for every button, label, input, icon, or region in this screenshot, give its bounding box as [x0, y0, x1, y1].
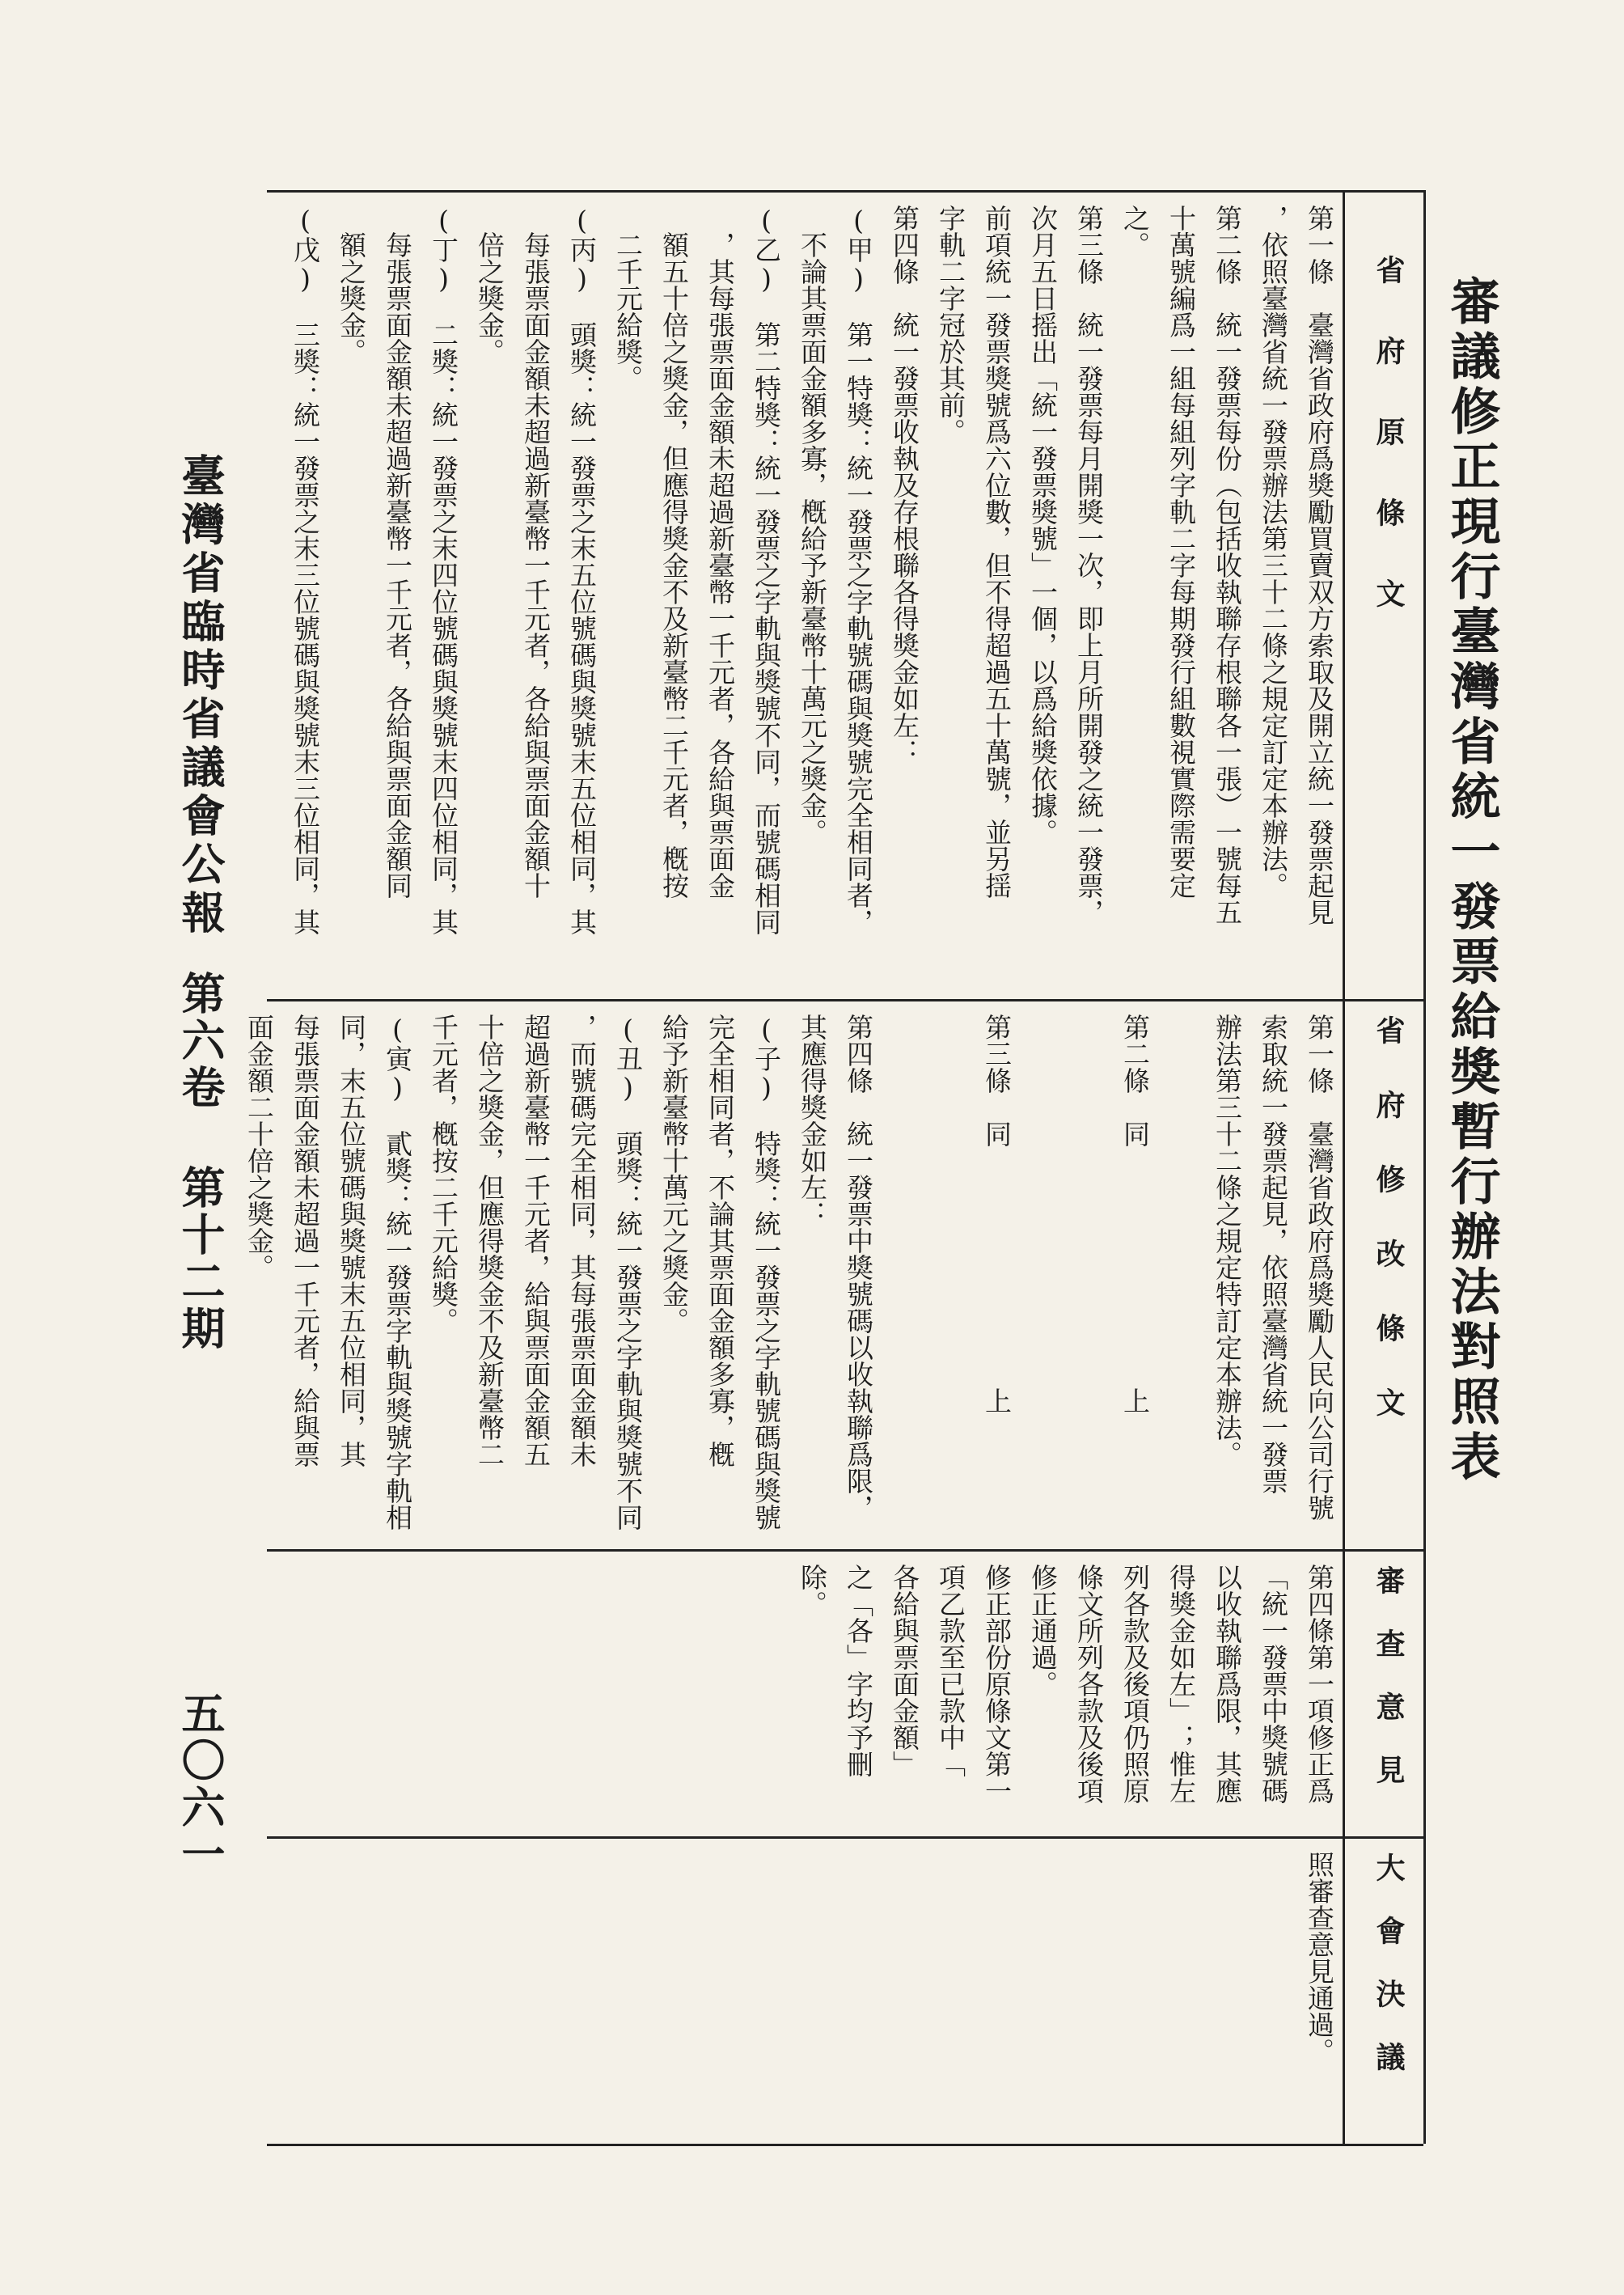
volume-number: 第六卷	[175, 971, 226, 1112]
review-line: 以收執聯爲限，其應	[1212, 1564, 1243, 1804]
original-line: 前項統一發票獎號爲六位數，但不得超過五十萬號，並另揺	[981, 205, 1013, 899]
page-title: 審議修正現行臺灣省統一發票給獎暫行辦法對照表	[1442, 275, 1501, 1485]
original-line: (丙) 頭獎：統一發票之末五位號碼與獎號末五位相同，其	[566, 205, 598, 935]
original-line: 第四條 統一發票收執及存根聯各得獎金如左：	[889, 205, 920, 765]
review-line: 除。	[797, 1564, 828, 1617]
original-line: 第二條 統一發票每份（包括收執聯存根聯各一張）一號每五	[1212, 205, 1243, 925]
original-line: 次月五日摇出「統一發票獎號」一個，以爲給獎依據。	[1027, 205, 1059, 845]
revised-line: 十倍之獎金，但應得獎金不及新臺幣二	[474, 1014, 505, 1467]
header-divider-1	[1343, 999, 1423, 1001]
revised-line: 第一條 臺灣省政府爲獎勵人民向公司行號	[1304, 1014, 1335, 1521]
decision-text	[1296, 1851, 1343, 2064]
revised-line	[1158, 1014, 1204, 1531]
table-right-border	[1423, 190, 1426, 2144]
header-review: 審查意見	[1372, 1565, 1406, 1818]
revised-line	[928, 1014, 974, 1531]
revised-line: 辦法第三十二條之規定特訂定本辦法。	[1212, 1014, 1243, 1467]
row-divider-3	[267, 1836, 1343, 1839]
review-text	[789, 1564, 1343, 1804]
revised-line	[1020, 1014, 1066, 1531]
revised-line: 千元者，槪按二千元給獎。	[428, 1014, 459, 1334]
review-line: 修正部份原條文第一	[981, 1564, 1013, 1804]
original-line: 不論其票面金額多寡，槪給予新臺幣十萬元之獎金。	[797, 205, 828, 845]
original-line: 第三條 統一發票每月開獎一次，即上月所開發之統一發票，	[1073, 205, 1105, 925]
revised-line: 索取統一發票起見，依照臺灣省統一發票	[1258, 1014, 1289, 1494]
comparison-table	[243, 190, 1423, 2144]
review-line: 之「各」字均予刪	[843, 1564, 874, 1777]
revised-line: 超過新臺幣一千元者，給與票面金額五	[520, 1014, 552, 1467]
revised-line: 第二條 同 上	[1119, 1014, 1151, 1414]
original-line: 額之獎金。	[336, 205, 367, 365]
original-line: ，依照臺灣省統一發票辦法第三十二條之規定訂定本辦法。	[1258, 205, 1289, 899]
revised-line: 第三條 同 上	[981, 1014, 1013, 1414]
review-line: 項乙款至已款中「	[935, 1564, 966, 1777]
review-line: 修正通過。	[1027, 1564, 1059, 1697]
header-revised: 省府修改條文	[1372, 1015, 1406, 1462]
header-column-divider	[1343, 190, 1345, 2144]
review-line: 各給與票面金額」	[889, 1564, 920, 1777]
review-line: 得獎金如左」；惟左	[1165, 1564, 1197, 1804]
revised-line: (子) 特獎：統一發票之字軌號碼與獎號	[751, 1014, 782, 1531]
revised-line: 面金額二十倍之獎金。	[243, 1014, 275, 1281]
original-text	[282, 205, 1343, 935]
header-decision: 大會決議	[1372, 1853, 1406, 2105]
revised-line: 第四條 統一發票中獎號碼以收執聯爲限，	[843, 1014, 874, 1521]
original-line: 每張票面金額未超過新臺幣一千元者，各給與票面金額十	[520, 205, 552, 899]
original-line: (戊) 三獎：統一發票之末三位號碼與獎號末三位相同，其	[290, 205, 321, 935]
original-line: (丁) 二獎：統一發票之末四位號碼與獎號末四位相同，其	[428, 205, 459, 935]
original-line: 十萬號編爲一組每組列字軌二字每期發行組數視實際需要定	[1165, 205, 1197, 899]
revised-line: (寅) 貳獎：統一發票字軌與獎號字軌相	[382, 1014, 413, 1531]
revised-line: 給予新臺幣十萬元之獎金。	[658, 1014, 690, 1334]
revised-line: ，而號碼完全相同，其每張票面金額未	[566, 1014, 598, 1467]
header-original: 省府原條文	[1372, 255, 1406, 659]
header-divider-2	[1343, 1549, 1423, 1552]
review-line: 第四條第一項修正爲	[1304, 1564, 1335, 1804]
revised-line	[1066, 1014, 1112, 1531]
original-line: 倍之獎金。	[474, 205, 505, 365]
decision-line: 照審查意見通過。	[1304, 1851, 1335, 2064]
table-bottom-border	[267, 2144, 1423, 2146]
publication-name: 臺灣省臨時省議會公報	[175, 453, 226, 938]
revised-line: 完全相同者，不論其票面金額多寡，槪	[704, 1014, 736, 1467]
revised-line	[882, 1014, 928, 1531]
table-top-border	[267, 190, 1423, 193]
row-divider-2	[267, 1549, 1343, 1552]
row-divider-1	[267, 999, 1343, 1001]
original-line: 之。	[1119, 205, 1151, 258]
issue-number: 第十二期	[175, 1165, 226, 1353]
original-line: ，其每張票面金額未超過新臺幣一千元者，各給與票面金	[704, 205, 736, 899]
revised-line: 每張票面金額未超過一千元者，給與票	[290, 1014, 321, 1467]
review-line: 條文所列各款及後項	[1073, 1564, 1105, 1804]
original-line: 額五十倍之獎金，但應得獎金不及新臺幣二千元者，槪按	[658, 205, 690, 899]
header-divider-3	[1343, 1836, 1423, 1839]
review-line: 「統一發票中獎號碼	[1258, 1564, 1289, 1804]
original-line: 每張票面金額未超過新臺幣一千元者，各給與票面金額同	[382, 205, 413, 899]
original-line: 第一條 臺灣省政府爲獎勵買賣双方索取及開立統一發票起見	[1304, 205, 1335, 925]
revised-text	[236, 1014, 1343, 1531]
revised-line: (丑) 頭獎：統一發票之字軌與獎號不同	[612, 1014, 644, 1531]
revised-line: 其應得獎金如左：	[797, 1014, 828, 1227]
page-number: 五〇六一	[175, 1691, 226, 1878]
review-line: 列各款及後項仍照原	[1119, 1564, 1151, 1804]
revised-line: 同，末五位號碼與獎號末五位相同，其	[336, 1014, 367, 1467]
original-line: (乙) 第二特獎：統一發票之字軌與獎號不同，而號碼相同	[751, 205, 782, 935]
original-line: 字軌二字冠於其前。	[935, 205, 966, 445]
original-line: (甲) 第一特獎：統一發票之字軌號碼與獎號完全相同者，	[843, 205, 874, 935]
original-line: 二千元給獎。	[612, 205, 644, 392]
